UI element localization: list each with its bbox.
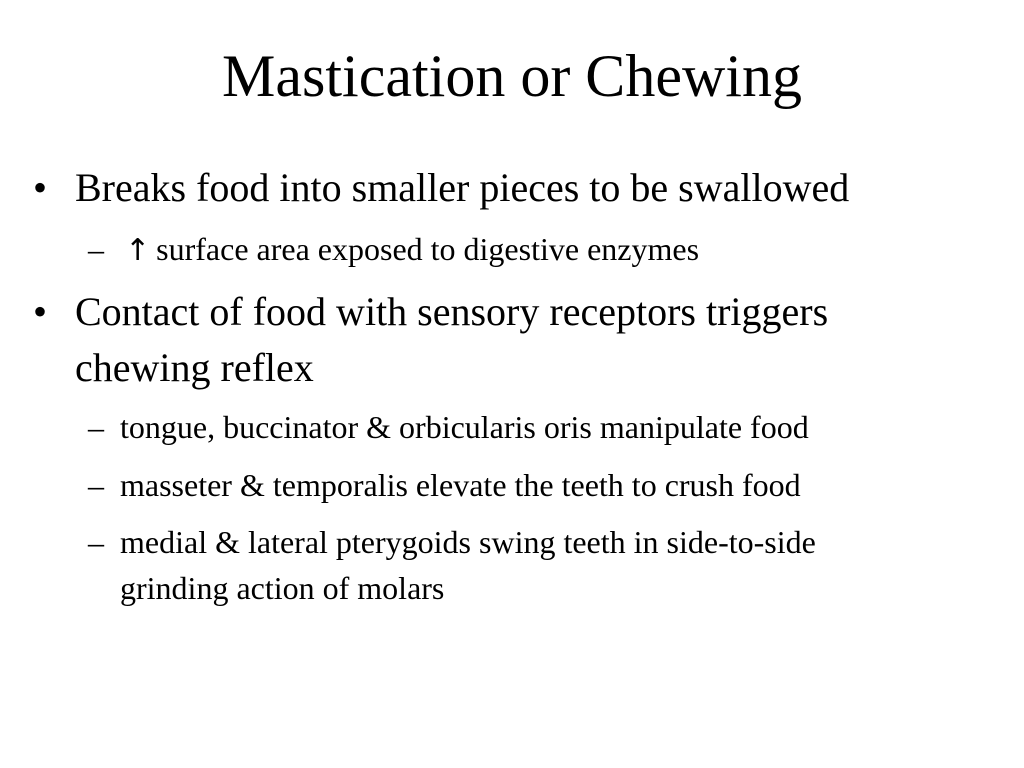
bullet-text-line-1: Contact of food with sensory receptors triggers	[75, 289, 829, 334]
bullet-text: Breaks food into smaller pieces to be swallowed	[75, 165, 850, 210]
sub-bullet-item-1-1	[88, 226, 1005, 274]
dash-marker: –	[88, 409, 104, 445]
slide-title: Mastication or Chewing	[222, 43, 802, 109]
bullet-item-1	[33, 160, 975, 216]
up-arrow-icon: ↑	[125, 233, 151, 268]
sub-bullet-item-2-2	[88, 462, 1000, 508]
sub-bullet-text: surface area exposed to digestive enzymes	[156, 231, 700, 267]
dash-marker: –	[88, 524, 104, 560]
sub-bullet-text: tongue, buccinator & orbicularis oris manipulate food	[120, 409, 809, 445]
sub-bullet-item-2-1	[88, 404, 1000, 450]
sub-bullet-text-line-1: medial & lateral pterygoids swing teeth in side-to-side	[120, 524, 816, 560]
bullet-marker: •	[33, 289, 48, 334]
dash-marker: –	[88, 231, 104, 267]
bullet-marker: •	[33, 165, 48, 210]
sub-bullet-item-2-3	[88, 519, 1000, 611]
bullet-text-line-2: chewing reflex	[75, 345, 314, 390]
sub-bullet-text: masseter & temporalis elevate the teeth to crush food	[120, 467, 801, 503]
sub-bullet-text-line-2: grinding action of molars	[120, 570, 445, 606]
bullet-item-2	[33, 284, 975, 396]
dash-marker: –	[88, 467, 104, 503]
